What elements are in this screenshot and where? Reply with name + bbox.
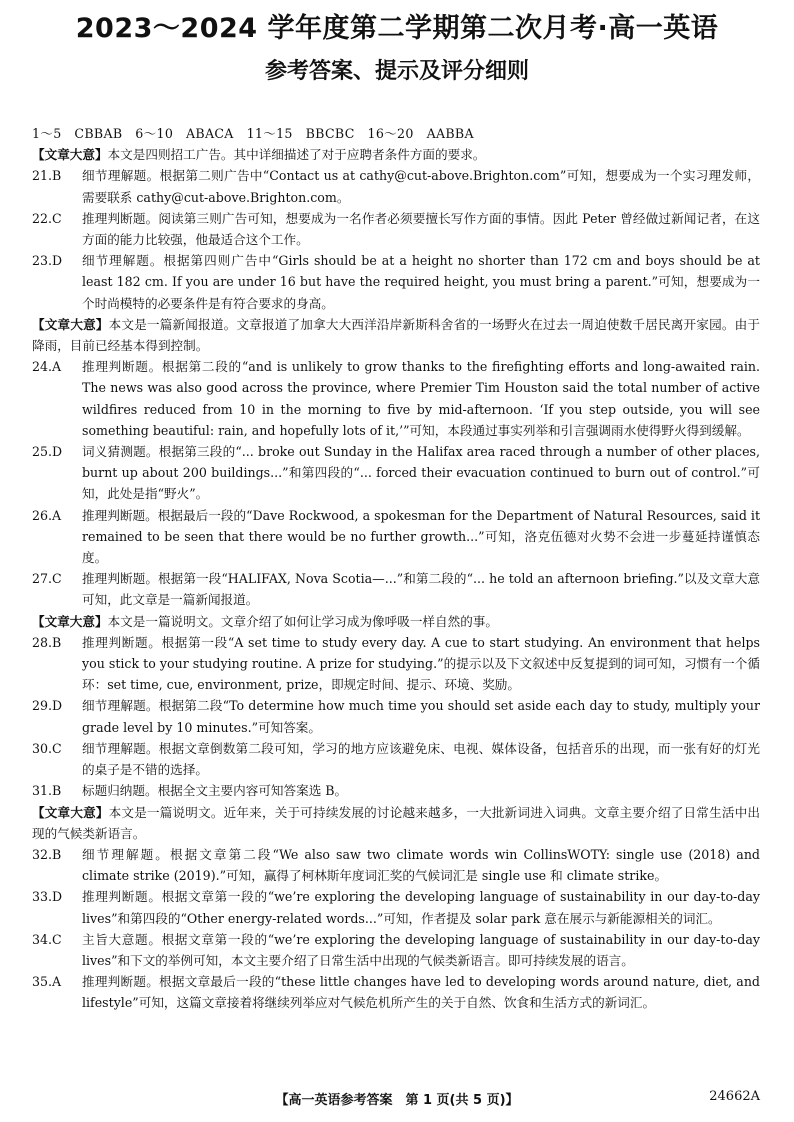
answer-item [32, 780, 760, 801]
explanation-text: 细节理解题。根据第四则广告中“Girls should be at a height no shorter than 172 cm and boys should be at least 182 cm. If you are under 16 but have the required height, you must bring a parent.”可知，想要成为一个时尚模特的必要条件是有符合要求的身高。 [82, 253, 760, 311]
question-number: 33.D [32, 889, 63, 905]
explanation-text: 细节理解题。根据文章倒数第二段可知，学习的地方应该避免床、电视、媒体设备，包括音乐的出现，而一张有好的灯光的桌子是不错的选择。 [82, 740, 760, 778]
explanation-text: 推理判断题。根据第二段的“and is unlikely to grow thanks to the firefighting efforts and long-awaited rain. The news was also good across the province, where Premier Tim Houston said the total number of active wildfires reduced from 10 in the morning to five by mid-afternoon. ‘If you step outside, you will see something beautiful: rain, and hopefully lots of it,’”可知，本段通过事实列举和引言强调雨水使得野火得到缓解。 [82, 359, 760, 438]
answer-item [32, 250, 760, 314]
question-number: 26.A [32, 507, 62, 523]
summary-tag: 【文章大意】 [32, 147, 108, 163]
answer-item [32, 568, 760, 610]
summary-tag: 【文章大意】 [32, 613, 108, 629]
page-footer: 【高一英语参考答案 第 1 页(共 5 页)】 [275, 1093, 519, 1108]
answer-item [32, 886, 760, 928]
question-number: 21.B [32, 168, 62, 184]
summary-text: 本文是一篇说明文。近年来，关于可持续发展的讨论越来越多，一大批新词进入词典。文章主要介绍了日常生活中出现的气候类新语言。 [32, 804, 761, 841]
explanation-text: 细节理解题。根据文章第二段“We also saw two climate words win CollinsWOTY: single use (2018) and climate strike (2019).”可知，赢得了柯林斯年度词汇奖的气候词汇是 single use 和 climate strike。 [82, 846, 760, 884]
question-number: 30.C [32, 740, 62, 756]
answer-item [32, 208, 760, 250]
explanation-text: 推理判断题。根据最后一段的“Dave Rockwood, a spokesman for the Department of Natural Resources, said it remained to be seen that there would be no further growth...”可知，洛克伍德对火势不会进一步蔓延持谨慎态度。 [82, 507, 760, 566]
answer-item [32, 929, 760, 971]
summary-text: 本文是四则招工广告。其中详细描述了对于应聘者条件方面的要求。 [107, 147, 486, 163]
explanation-text: 推理判断题。根据第一段“HALIFAX, Nova Scotia—...”和第二段的“... he told an afternoon briefing.”以及文章大意可知，此文章是一篇新闻报道。 [82, 571, 760, 608]
answer-content [32, 123, 760, 1014]
question-number: 24.A [32, 359, 62, 375]
explanation-text: 推理判断题。根据文章最后一段的“these little changes have led to developing words around nature, diet, and lifestyle”可知，这篇文章接着将继续列举应对气候危机所产生的关于自然、饮食和生活方式的新词汇。 [82, 974, 760, 1011]
explanation-text: 细节理解题。根据第二则广告中“Contact us at cathy@cut-above.Brighton.com”可知，想要成为一个实习理发师，需要联系 cathy@cut-above.Brighton.com。 [82, 168, 760, 205]
explanation-text: 词义猜测题。根据第三段的“... broke out Sunday in the Halifax area raced through a number of other places, burnt up about 200 buildings...”和第四段的“... forced their evacuation continued to burn out of control.”可知，此处是指“野火”。 [82, 444, 760, 502]
article-summary [32, 144, 760, 165]
page-subtitle: 参考答案、提示及评分细则 [264, 59, 529, 84]
answer-item [32, 505, 760, 569]
question-number: 28.B [32, 634, 62, 650]
question-number: 22.C [32, 210, 62, 226]
answer-item [32, 971, 760, 1013]
answer-item [32, 844, 760, 886]
answer-item [32, 738, 760, 780]
summary-tag: 【文章大意】 [32, 316, 109, 332]
question-number: 34.C [32, 931, 62, 947]
explanation-text: 推理判断题。阅读第三则广告可知，想要成为一名作者必须要擅长写作方面的事情。因此 Peter 曾经做过新闻记者，在这方面的能力比较强，他最适合这个工作。 [82, 210, 760, 248]
question-number: 29.D [32, 698, 63, 714]
page-title: 2023～2024 学年度第二学期第二次月考·高一英语 [75, 13, 719, 44]
explanation-text: 标题归纳题。根据全文主要内容可知答案选 B。 [82, 783, 348, 799]
summary-text: 本文是一篇说明文。文章介绍了如何让学习成为像呼吸一样自然的事。 [107, 613, 498, 629]
article-summary [32, 314, 760, 356]
document-code: 24662A [709, 1089, 760, 1104]
answer-item [32, 632, 760, 696]
question-number: 25.D [32, 444, 63, 460]
question-number: 35.A [32, 974, 62, 990]
explanation-text: 推理判断题。根据第一段“A set time to study every day. A cue to start studying. An environment that helps you stick to your studying routine. A prize for studying.”的提示以及下文叙述中反复提到的词可知，习惯有一个循环：set time, cue, environment, prize，即规定时间、提示、环境、奖励。 [82, 634, 760, 693]
answer-item [32, 695, 760, 737]
question-number: 23.D [32, 253, 63, 269]
answer-item [32, 441, 760, 505]
multiple-choice-key: 1～5 CBBAB 6～10 ABACA 11～15 BBCBC 16～20 AABBA [32, 126, 474, 141]
question-number: 32.B [32, 846, 62, 862]
question-number: 31.B [32, 783, 62, 799]
answer-item [32, 165, 760, 207]
article-summary [32, 611, 760, 632]
answer-explanations [32, 144, 760, 1013]
summary-tag: 【文章大意】 [32, 804, 109, 820]
summary-text: 本文是一篇新闻报道。文章报道了加拿大大西洋沿岸新斯科舍省的一场野火在过去一周迫使数千居民离开家园。由于降雨，目前已经基本得到控制。 [32, 316, 761, 354]
article-summary [32, 802, 760, 844]
explanation-text: 主旨大意题。根据文章第一段的“we’re exploring the developing language of sustainability in our day-to-day lives”和下文的举例可知，本文主要介绍了日常生活中出现的气候类新语言。即可持续发展的语言。 [82, 931, 760, 968]
explanation-text: 细节理解题。根据第二段“To determine how much time you should set aside each day to study, multiply your grade level by 10 minutes.”可知答案。 [82, 698, 760, 735]
explanation-text: 推理判断题。根据文章第一段的“we’re exploring the developing language of sustainability in our day-to-day lives”和第四段的“Other energy-related words...”可知，作者提及 solar park 意在展示与新能源相关的词汇。 [82, 889, 760, 926]
answer-item [32, 356, 760, 441]
question-number: 27.C [32, 571, 62, 587]
